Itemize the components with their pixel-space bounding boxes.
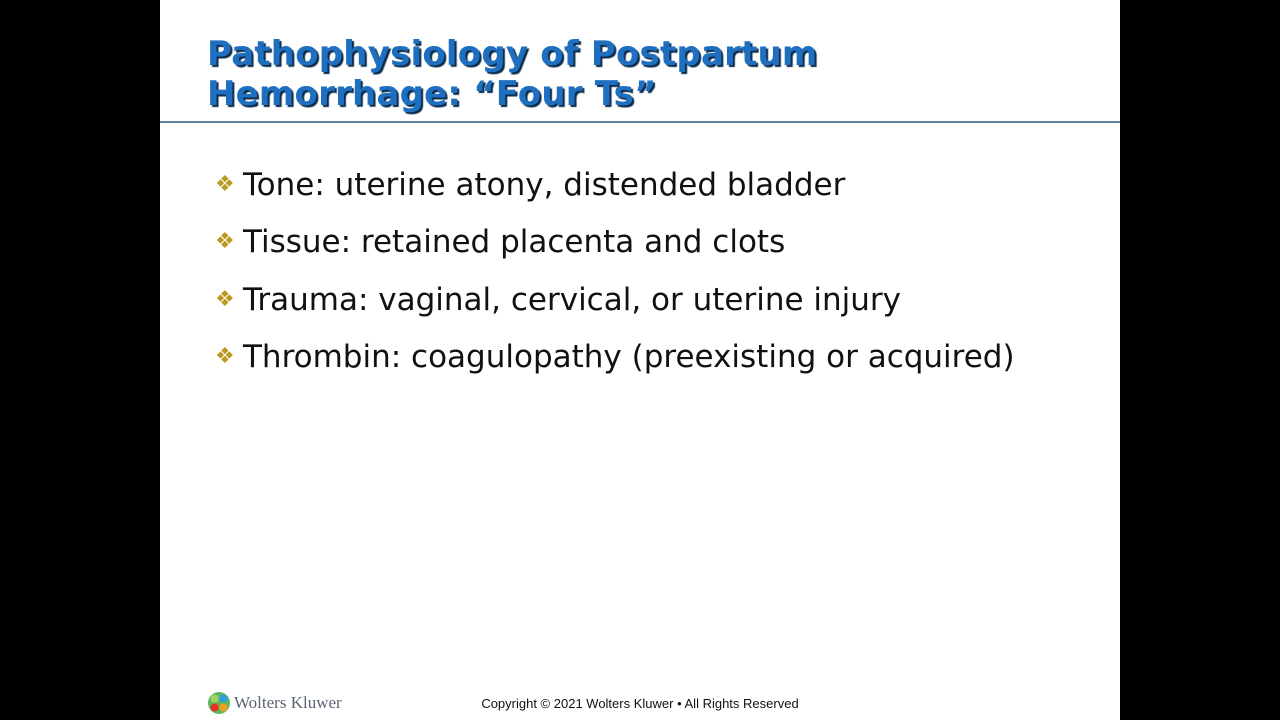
diamond-cluster-icon: ❖ [215, 171, 235, 197]
bullet-item-trauma [215, 271, 1015, 329]
diamond-cluster-icon: ❖ [215, 344, 235, 370]
bullet-list [215, 156, 1015, 386]
slide-title-line-2: Hemorrhage: “Four Ts” [207, 74, 657, 114]
bullet-item-thrombin [215, 329, 1015, 387]
slide-title-line-1: Pathophysiology of Postpartum [207, 34, 818, 74]
diamond-cluster-icon: ❖ [215, 286, 235, 312]
bullet-item-tone [215, 156, 1015, 214]
bullet-text: Trauma: vaginal, cervical, or uterine injury [243, 281, 902, 318]
logo-text: Wolters Kluwer [234, 693, 342, 712]
slide-title [207, 34, 1087, 114]
title-divider [160, 121, 1120, 123]
bullet-text: Thrombin: coagulopathy (preexisting or acquired) [243, 339, 1015, 376]
bullet-item-tissue [215, 214, 1015, 272]
bullet-text: Tone: uterine atony, distended bladder [243, 166, 846, 203]
diamond-cluster-icon: ❖ [215, 229, 235, 255]
slide [160, 0, 1120, 720]
copyright-notice: Copyright © 2021 Wolters Kluwer • All Rights Reserved [481, 696, 799, 711]
bullet-text: Tissue: retained placenta and clots [243, 224, 786, 261]
